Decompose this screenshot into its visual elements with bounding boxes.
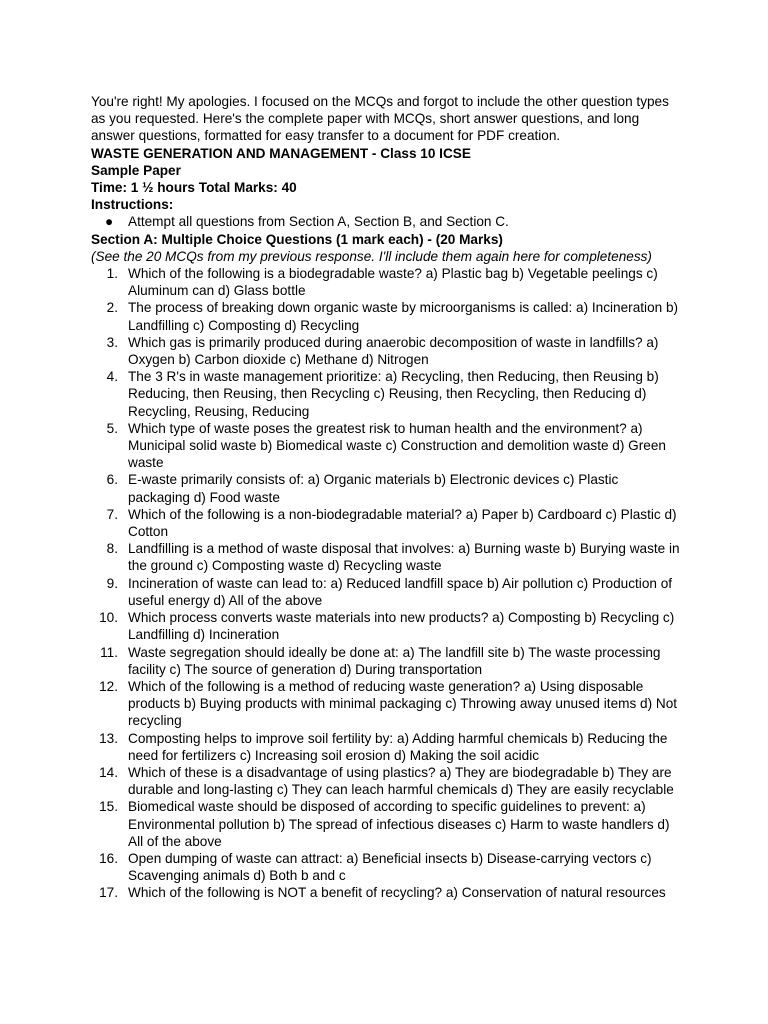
mcq-item: [91, 764, 681, 798]
mcq-number: 5.: [106, 420, 118, 436]
mcq-text: Landfilling is a method of waste disposal that involves: a) Burning waste b) Burying waste in the ground c) Composting waste d) Recycling waste: [128, 541, 680, 574]
mcq-item: [91, 678, 681, 730]
instructions-heading: Instructions:: [91, 197, 174, 213]
mcq-text: Biomedical waste should be disposed of according to specific guidelines to prevent: a) Environmental pollution b) The spread of infectious diseases c) Harm to waste handlers d) All of the above: [128, 799, 670, 849]
mcq-number: 17.: [99, 885, 118, 901]
intro-paragraph: You're right! My apologies. I focused on the MCQs and forgot to include the other question types as you requested. Here's the complete paper with MCQs, short answer questions, and long answer questions, formatted for easy transfer to a document for PDF creation.: [91, 94, 669, 144]
mcq-number: 10.: [99, 610, 118, 626]
mcq-number: 14.: [99, 764, 118, 780]
mcq-text: Which of these is a disadvantage of using plastics? a) They are biodegradable b) They are durable and long-lasting c) They can leach harmful chemicals d) They are easily recyclable: [128, 764, 674, 798]
mcq-item: [91, 506, 681, 540]
mcq-list: [91, 265, 681, 902]
mcq-text: The 3 R's in waste management prioritize: a) Recycling, then Reducing, then Reusing b) Reducing, then Reusing, then Recycling c) Reusing, then Recycling, then Reducing d) Recycling, Reusing, Reducing: [128, 369, 659, 419]
mcq-item: [91, 850, 681, 884]
instruction-item: [91, 213, 681, 230]
mcq-text: Which of the following is a non-biodegradable material? a) Paper b) Cardboard c) Plastic d) Cotton: [128, 506, 677, 540]
mcq-number: 15.: [99, 799, 118, 815]
mcq-number: 12.: [99, 678, 118, 694]
mcq-text: Which process converts waste materials into new products? a) Composting b) Recycling c) Landfilling d) Incineration: [128, 610, 675, 643]
instruction-text: Attempt all questions from Section A, Section B, and Section C.: [128, 214, 509, 230]
mcq-item: [91, 471, 681, 505]
mcq-item: [91, 368, 681, 420]
mcq-text: Incineration of waste can lead to: a) Reduced landfill space b) Air pollution c) Production of useful energy d) All of the above: [128, 575, 673, 608]
section-a-heading: Section A: Multiple Choice Questions (1 mark each) - (20 Marks): [91, 231, 503, 247]
mcq-number: 9.: [106, 575, 118, 591]
mcq-number: 13.: [99, 730, 118, 746]
mcq-item: [91, 420, 681, 472]
mcq-item: [91, 884, 681, 901]
mcq-number: 8.: [106, 541, 118, 557]
mcq-text: Which of the following is a biodegradable waste? a) Plastic bag b) Vegetable peelings c) Aluminum can d) Glass bottle: [128, 266, 658, 299]
paper-title: WASTE GENERATION AND MANAGEMENT - Class 10 ICSE: [91, 145, 471, 161]
mcq-number: 4.: [106, 369, 118, 385]
mcq-item: [91, 644, 681, 678]
mcq-number: 1.: [106, 266, 118, 282]
mcq-text: E-waste primarily consists of: a) Organic materials b) Electronic devices c) Plastic packaging d) Food waste: [128, 472, 619, 505]
instructions-list: [91, 213, 681, 230]
mcq-text: Which of the following is NOT a benefit of recycling? a) Conservation of natural resources: [128, 885, 666, 901]
mcq-number: 11.: [100, 644, 118, 660]
paper-subtitle: Sample Paper: [91, 162, 181, 178]
mcq-item: [91, 265, 681, 299]
mcq-text: Which gas is primarily produced during anaerobic decomposition of waste in landfills? a) Oxygen b) Carbon dioxide c) Methane d) Nitrogen: [128, 334, 659, 368]
mcq-number: 2.: [106, 300, 118, 316]
mcq-text: The process of breaking down organic waste by microorganisms is called: a) Incineration b) Landfilling c) Composting d) Recycling: [128, 300, 679, 333]
mcq-item: [91, 334, 681, 368]
mcq-number: 7.: [106, 506, 118, 522]
mcq-item: [91, 730, 681, 764]
mcq-item: [91, 798, 681, 850]
mcq-number: 3.: [106, 334, 118, 350]
mcq-text: Which of the following is a method of reducing waste generation? a) Using disposable products b) Buying products with minimal packaging c) Throwing away unused items d) Not recycling: [128, 678, 678, 729]
time-and-marks: Time: 1 ½ hours Total Marks: 40: [91, 180, 297, 196]
bullet-icon: ●: [105, 214, 114, 230]
section-a-note: (See the 20 MCQs from my previous response. I'll include them again here for completeness): [91, 248, 652, 264]
mcq-text: Composting helps to improve soil fertility by: a) Adding harmful chemicals b) Reducing the need for fertilizers c) Increasing soil erosion d) Making the soil acidic: [128, 730, 668, 763]
mcq-number: 16.: [99, 850, 118, 866]
mcq-text: Waste segregation should ideally be done at: a) The landfill site b) The waste processing facility c) The source of generation d) During transportation: [128, 644, 661, 677]
mcq-text: Which type of waste poses the greatest risk to human health and the environment? a) Municipal solid waste b) Biomedical waste c) Construction and demolition waste d) Green waste: [128, 420, 666, 471]
mcq-item: [91, 299, 681, 333]
mcq-item: [91, 575, 681, 609]
mcq-number: 6.: [106, 472, 118, 488]
document-page: [91, 93, 681, 902]
mcq-item: [91, 540, 681, 574]
mcq-text: Open dumping of waste can attract: a) Beneficial insects b) Disease-carrying vectors c) Scavenging animals d) Both b and c: [128, 850, 652, 884]
mcq-item: [91, 609, 681, 643]
